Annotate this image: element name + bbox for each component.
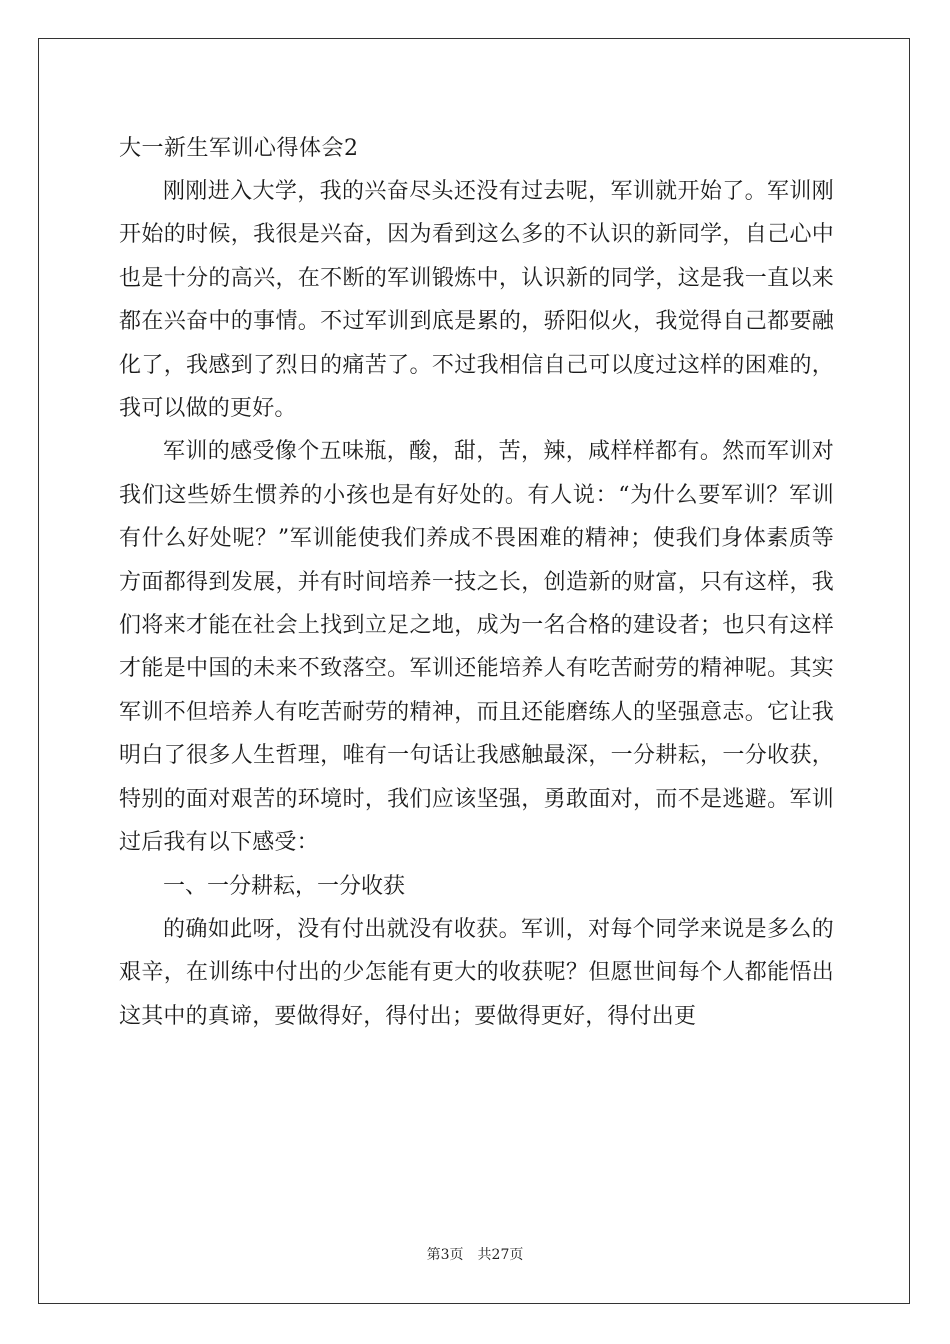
paragraph-3: 的确如此呀，没有付出就没有收获。军训，对每个同学来说是多么的艰辛，在训练中付出的少怎能有更大的收获呢？但愿世间每个人都能悟出这其中的真谛，要做得好，得付出；要做得更好，得付出更 bbox=[119, 916, 834, 1029]
page-footer bbox=[0, 1244, 950, 1264]
paragraph-1: 刚刚进入大学，我的兴奋尽头还没有过去呢，军训就开始了。军训刚开始的时候，我很是兴奋，因为看到这么多的不认识的新同学，自己心中也是十分的高兴，在不断的军训锻炼中，认识新的同学，这是我一直以来都在兴奋中的事情。不过军训到底是累的，骄阳似火，我觉得自己都要融化了，我感到了烈日的痛苦了。不过我相信自己可以度过这样的困难的，我可以做的更好。 bbox=[119, 179, 834, 422]
document-title: 大一新生军训心得体会2 bbox=[119, 136, 359, 161]
page-number: 第3页 bbox=[426, 1247, 464, 1263]
document-body bbox=[119, 128, 834, 1038]
paragraph-2: 军训的感受像个五味瓶，酸，甜，苦，辣，咸样样都有。然而军训对我们这些娇生惯养的小孩也是有好处的。有人说：“为什么要军训？军训有什么好处呢？”军训能使我们养成不畏困难的精神；使我们身体素质等方面都得到发展，并有时间培养一技之长，创造新的财富，只有这样，我们将来才能在社会上找到立足之地，成为一名合格的建设者；也只有这样才能是中国的未来不致落空。军训还能培养人有吃苦耐劳的精神呢。其实军训不但培养人有吃苦耐劳的精神，而且还能磨练人的坚强意志。它让我明白了很多人生哲理，唯有一句话让我感触最深，一分耕耘，一分收获，特别的面对艰苦的环境时，我们应该坚强，勇敢面对，而不是逃避。军训过后我有以下感受： bbox=[119, 439, 834, 856]
section-heading: 一、一分耕耘，一分收获 bbox=[163, 873, 406, 899]
page-total: 共27页 bbox=[477, 1247, 524, 1263]
